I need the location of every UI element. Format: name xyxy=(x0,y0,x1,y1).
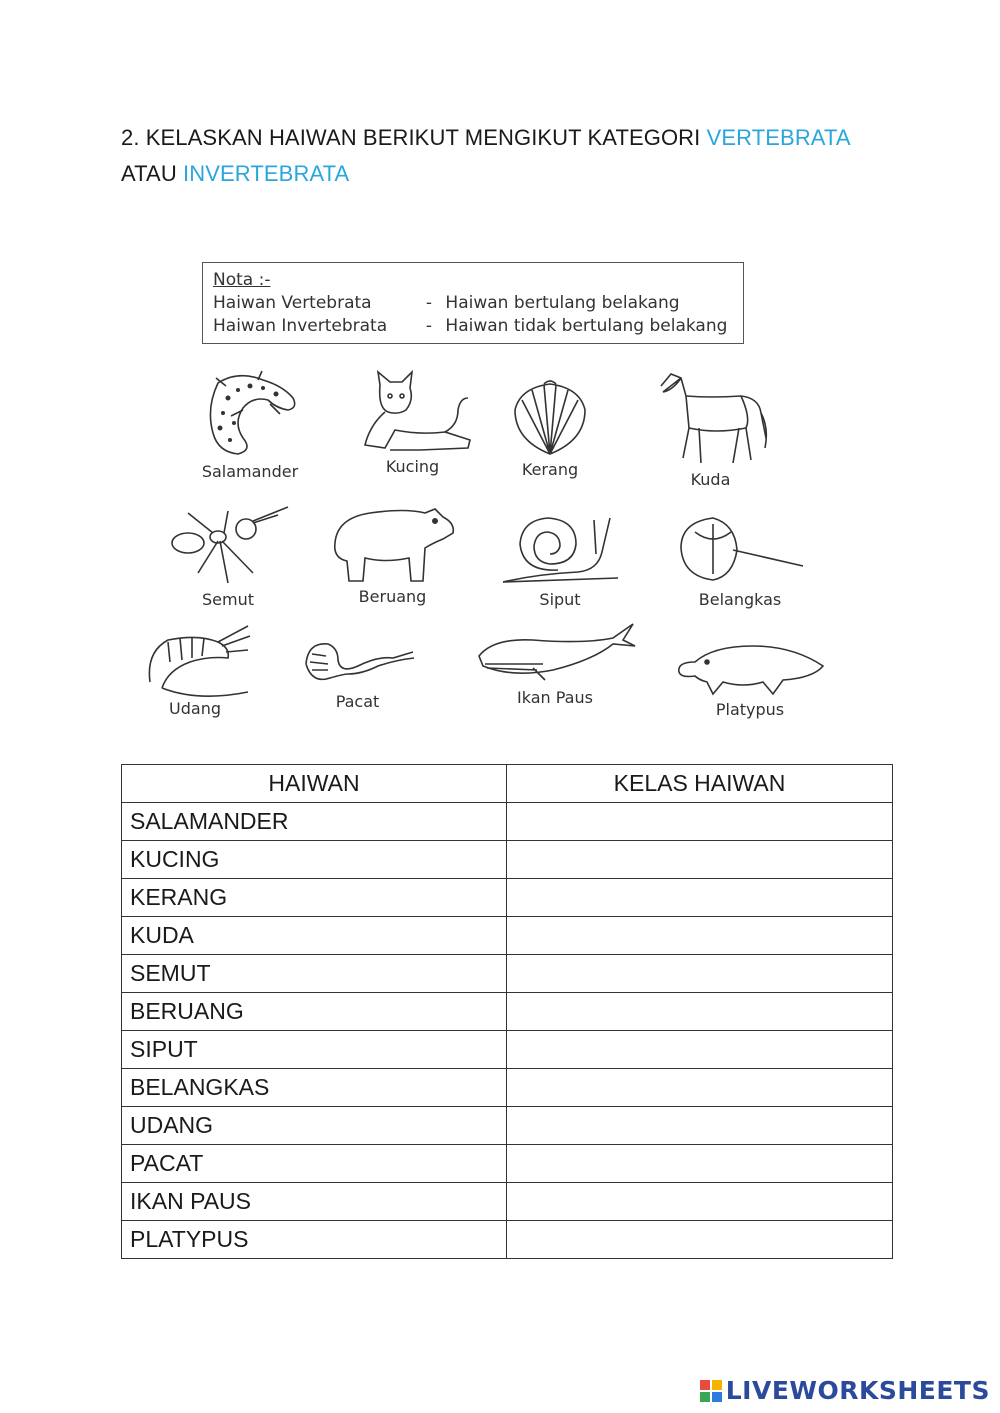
animal-label: Platypus xyxy=(715,700,785,719)
table-row xyxy=(122,955,893,993)
question-prefix: 2. KELASKAN HAIWAN BERIKUT MENGIKUT KATEGORI xyxy=(121,125,707,150)
answer-cell[interactable] xyxy=(507,1145,893,1183)
animal-name-cell: SEMUT xyxy=(122,955,507,993)
table-row xyxy=(122,803,893,841)
animal-salamander xyxy=(195,368,305,481)
table-header-row xyxy=(122,765,893,803)
table-row xyxy=(122,1183,893,1221)
term-vertebrata: VERTEBRATA xyxy=(706,125,851,150)
animal-name-cell: SIPUT xyxy=(122,1031,507,1069)
animal-beruang xyxy=(325,503,460,606)
animal-pacat xyxy=(295,634,420,711)
note-desc: Haiwan tidak bertulang belakang xyxy=(445,316,728,336)
table-row xyxy=(122,841,893,879)
animal-label: Ikan Paus xyxy=(517,688,593,707)
animal-label: Siput xyxy=(539,590,581,609)
answer-cell[interactable] xyxy=(507,1069,893,1107)
table-row xyxy=(122,993,893,1031)
term-invertebrata: INVERTEBRATA xyxy=(183,161,350,186)
snail-icon xyxy=(498,512,623,588)
animal-label: Kucing xyxy=(385,457,440,476)
animal-siput xyxy=(495,512,625,609)
animal-label: Beruang xyxy=(358,587,427,606)
animal-kucing xyxy=(350,370,475,476)
animal-name-cell: PACAT xyxy=(122,1145,507,1183)
animal-kerang xyxy=(505,380,595,479)
animal-label: Kerang xyxy=(521,460,579,479)
answer-cell[interactable] xyxy=(507,1221,893,1259)
answer-cell[interactable] xyxy=(507,1107,893,1145)
table-row xyxy=(122,917,893,955)
answer-cell[interactable] xyxy=(507,993,893,1031)
table-row xyxy=(122,879,893,917)
note-box xyxy=(202,262,744,344)
shrimp-icon xyxy=(138,622,253,697)
animal-udang xyxy=(135,622,255,718)
animal-label: Belangkas xyxy=(698,590,782,609)
animal-name-cell: KUDA xyxy=(122,917,507,955)
note-dash: - xyxy=(425,293,433,313)
liveworksheets-logo xyxy=(700,1376,990,1405)
animal-name-cell: BELANGKAS xyxy=(122,1069,507,1107)
answer-cell[interactable] xyxy=(507,841,893,879)
animal-name-cell: KERANG xyxy=(122,879,507,917)
answer-cell[interactable] xyxy=(507,1031,893,1069)
question-join: ATAU xyxy=(121,161,184,186)
horseshoe-crab-icon xyxy=(673,510,808,588)
note-dash: - xyxy=(425,316,433,336)
animal-belangkas xyxy=(670,510,810,609)
shell-icon xyxy=(510,380,590,458)
animal-name-cell: KUCING xyxy=(122,841,507,879)
animal-label: Kuda xyxy=(690,470,731,489)
table-row xyxy=(122,1221,893,1259)
classification-table xyxy=(121,764,893,1259)
header-kelas-haiwan: KELAS HAIWAN xyxy=(507,765,893,803)
animal-name-cell: BERUANG xyxy=(122,993,507,1031)
animal-name-cell: UDANG xyxy=(122,1107,507,1145)
whale-icon xyxy=(473,620,638,686)
note-desc: Haiwan bertulang belakang xyxy=(445,293,680,313)
table-row xyxy=(122,1145,893,1183)
answer-cell[interactable] xyxy=(507,879,893,917)
cat-icon xyxy=(350,370,475,455)
answer-cell[interactable] xyxy=(507,803,893,841)
table-row xyxy=(122,1069,893,1107)
animal-label: Udang xyxy=(169,699,221,718)
bear-icon xyxy=(325,503,460,585)
animal-kuda xyxy=(648,368,773,489)
ant-icon xyxy=(158,503,298,588)
answer-cell[interactable] xyxy=(507,1183,893,1221)
animal-semut xyxy=(158,503,298,609)
table-row xyxy=(122,1031,893,1069)
platypus-icon xyxy=(673,632,828,698)
animal-label: Salamander xyxy=(201,462,299,481)
note-row-invertebrata xyxy=(213,315,733,338)
answer-cell[interactable] xyxy=(507,917,893,955)
leech-icon xyxy=(298,634,418,690)
question-text xyxy=(121,120,881,192)
note-term: Haiwan Invertebrata xyxy=(213,316,388,336)
salamander-icon xyxy=(198,368,303,460)
horse-icon xyxy=(651,368,771,468)
brand-name: LIVEWORKSHEETS xyxy=(725,1376,990,1405)
table-row xyxy=(122,1107,893,1145)
animal-label: Semut xyxy=(202,590,254,609)
animal-name-cell: IKAN PAUS xyxy=(122,1183,507,1221)
note-term: Haiwan Vertebrata xyxy=(213,293,372,313)
animal-name-cell: PLATYPUS xyxy=(122,1221,507,1259)
logo-mark-icon xyxy=(700,1380,722,1402)
animal-name-cell: SALAMANDER xyxy=(122,803,507,841)
note-row-vertebrata xyxy=(213,292,733,315)
animal-ikan-paus xyxy=(470,620,640,707)
header-haiwan: HAIWAN xyxy=(122,765,507,803)
animal-label: Pacat xyxy=(335,692,380,711)
animal-platypus xyxy=(670,632,830,719)
note-title: Nota :- xyxy=(213,270,271,290)
answer-cell[interactable] xyxy=(507,955,893,993)
